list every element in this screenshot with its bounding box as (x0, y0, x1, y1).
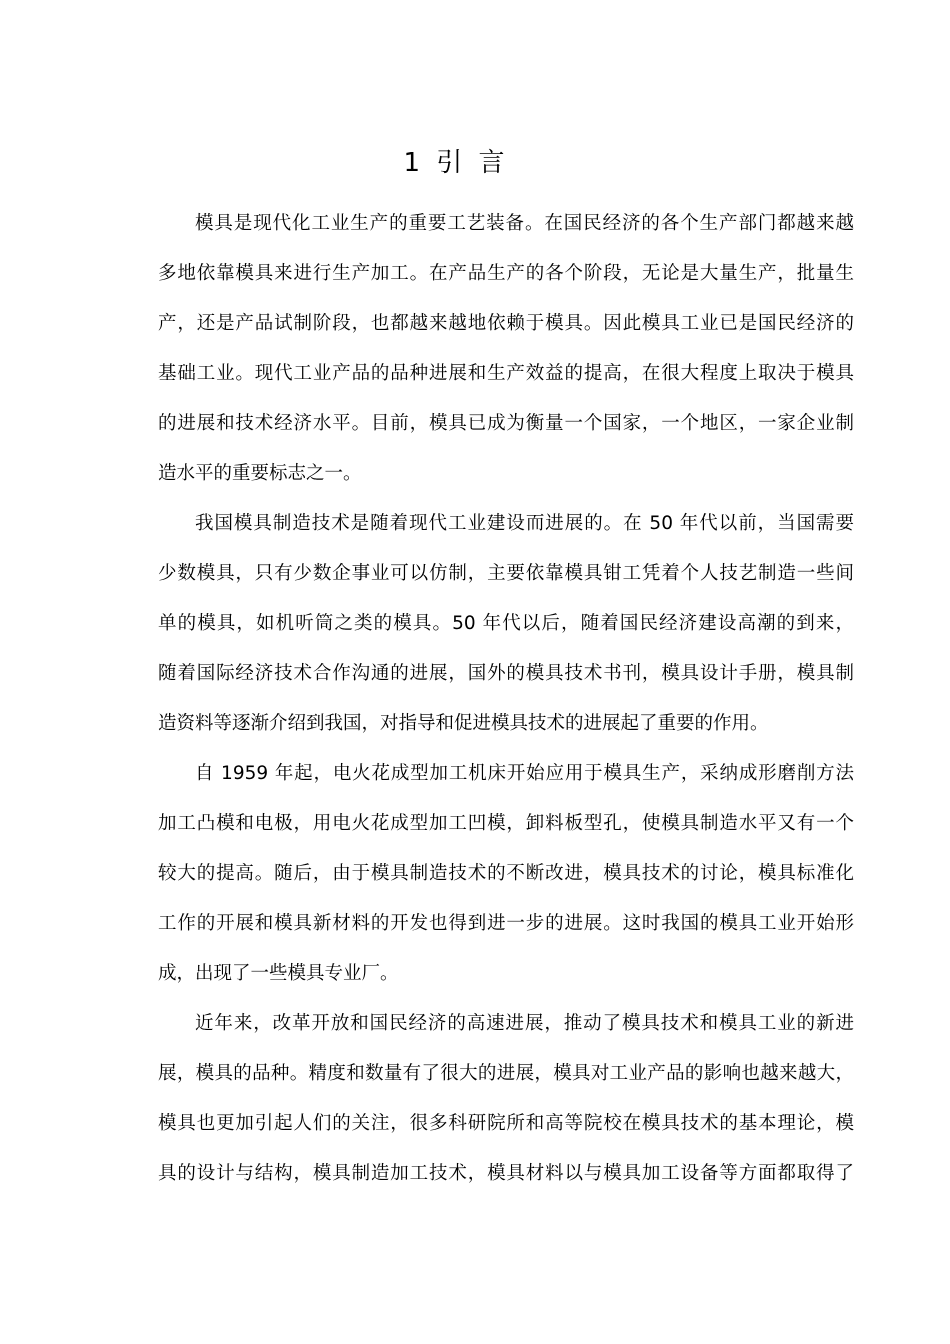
paragraph-2-line-3: 单的模具，如机听筒之类的模具。50 年代以后，随着国民经济建设高潮的到来， (158, 613, 854, 634)
paragraph-2-line-2: 少数模具，只有少数企事业可以仿制，主要依靠模具钳工凭着个人技艺制造一些间 (158, 563, 854, 584)
paragraph-4-line-4: 具的设计与结构，模具制造加工技术，模具材料以与模具加工设备等方面都取得了 (158, 1163, 854, 1184)
paragraph-3-line-1: 自 1959 年起，电火花成型加工机床开始应用于模具生产，采纳成形磨削方法 (195, 763, 854, 784)
paragraph-2-line-4: 随着国际经济技术合作沟通的进展，国外的模具技术书刊，模具设计手册，模具制 (158, 663, 854, 684)
paragraph-2-line-1: 我国模具制造技术是随着现代工业建设而进展的。在 50 年代以前，当国需要 (195, 513, 854, 534)
paragraph-1-line-4: 基础工业。现代工业产品的品种进展和生产效益的提高，在很大程度上取决于模具 (158, 363, 854, 384)
paragraph-4-line-1: 近年来，改革开放和国民经济的高速进展，推动了模具技术和模具工业的新进 (195, 1013, 854, 1034)
paragraph-1-line-6: 造水平的重要标志之一。 (158, 463, 362, 484)
paragraph-4-line-3: 模具也更加引起人们的关注，很多科研院所和高等院校在模具技术的基本理论，模 (158, 1113, 854, 1134)
paragraph-4-line-2: 展，模具的品种。精度和数量有了很大的进展，模具对工业产品的影响也越来越大， (158, 1063, 854, 1084)
paragraph-3-line-4: 工作的开展和模具新材料的开发也得到进一步的进展。这时我国的模具工业开始形 (158, 913, 854, 934)
paragraph-1-line-3: 产，还是产品试制阶段，也都越来越地依赖于模具。因此模具工业已是国民经济的 (158, 313, 854, 334)
paragraph-3-line-2: 加工凸模和电极，用电火花成型加工凹模，卸料板型孔，使模具制造水平又有一个 (158, 813, 854, 834)
section-heading: 1 引 言 (403, 148, 509, 178)
paragraph-1-line-1: 模具是现代化工业生产的重要工艺装备。在国民经济的各个生产部门都越来越 (195, 213, 854, 234)
paragraph-2-line-5: 造资料等逐渐介绍到我国，对指导和促进模具技术的进展起了重要的作用。 (158, 713, 769, 734)
paragraph-3-line-5: 成，出现了一些模具专业厂。 (158, 963, 399, 984)
document-body (158, 204, 854, 1204)
paragraph-1-line-5: 的进展和技术经济水平。目前，模具已成为衡量一个国家，一个地区，一家企业制 (158, 413, 854, 434)
paragraph-3-line-3: 较大的提高。随后，由于模具制造技术的不断改进，模具技术的讨论，模具标准化 (158, 863, 854, 884)
paragraph-1-line-2: 多地依靠模具来进行生产加工。在产品生产的各个阶段，无论是大量生产，批量生 (158, 263, 854, 284)
